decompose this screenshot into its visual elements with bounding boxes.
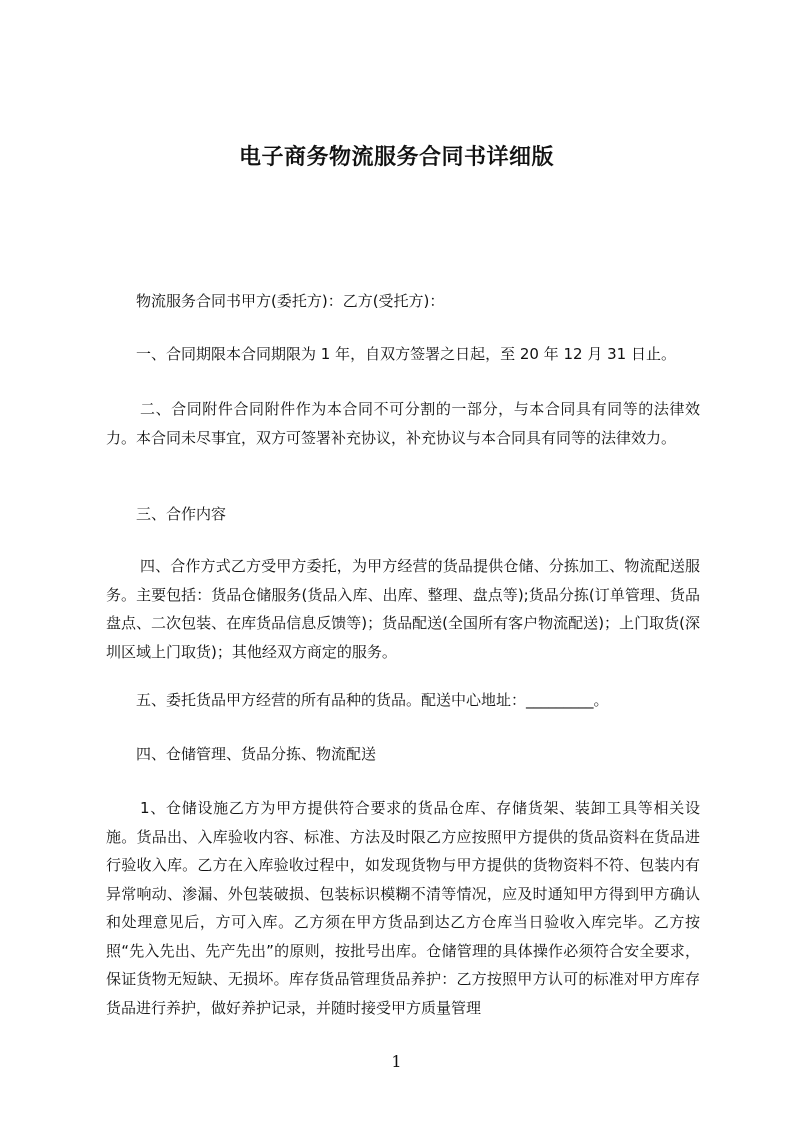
clause-contract-term: 一、合同期限本合同期限为 1 年，自双方签署之日起，至 20 年 12 月 31 日止。 <box>136 345 676 363</box>
document-title: 电子商务物流服务合同书详细版 <box>238 145 554 170</box>
party-line: 物流服务合同书甲方(委托方)：乙方(受托方)： <box>136 292 445 310</box>
section-heading-cooperation-content: 三、合作内容 <box>136 505 227 523</box>
clause-attachments: 二、合同附件合同附件作为本合同不可分割的一部分，与本合同具有同等的法律效力。本合同未尽事宜，双方可签署补充协议，补充协议与本合同具有同等的法律效力。 <box>106 400 700 447</box>
clause-storage-facilities: 1、仓储设施乙方为甲方提供符合要求的货品仓库、存储货架、装卸工具等相关设施。货品出、入库验收内容、标准、方法及时限乙方应按照甲方提供的货品资料在货品进行验收入库。乙方在入库验收过程中，如发现货物与甲方提供的货物资料不符、包装内有异常响动、渗漏、外包装破损、包装标识模糊不清等情况，应及时通知甲方得到甲方确认和处理意见后，方可入库。乙方须在甲方货品到达乙方仓库当日验收入库完毕。乙方按照“先入先出、先产先出”的原则，按批号出库。仓储管理的具体操作必须符合安全要求，保证货物无短缺、无损坏。库存货品管理货品养护：乙方按照甲方认可的标准对甲方库存货品进行养护，做好养护记录，并随时接受甲方质量管理 <box>106 799 700 1017</box>
section-heading-warehouse-management: 四、仓储管理、货品分拣、物流配送 <box>136 745 377 763</box>
clause-entrusted-goods: 五、委托货品甲方经营的所有品种的货品。配送中心地址：_________。 <box>136 691 609 709</box>
page-number: 1 <box>391 1052 402 1071</box>
clause-cooperation-method: 四、合作方式乙方受甲方委托，为甲方经营的货品提供仓储、分拣加工、物流配送服务。主要包括：货品仓储服务(货品入库、出库、整理、盘点等);货品分拣(订单管理、货品盘点、二次包装、在库货品信息反馈等)；货品配送(全国所有客户物流配送)；上门取货(深圳区域上门取货)；其他经双方商定的服务。 <box>106 557 700 661</box>
